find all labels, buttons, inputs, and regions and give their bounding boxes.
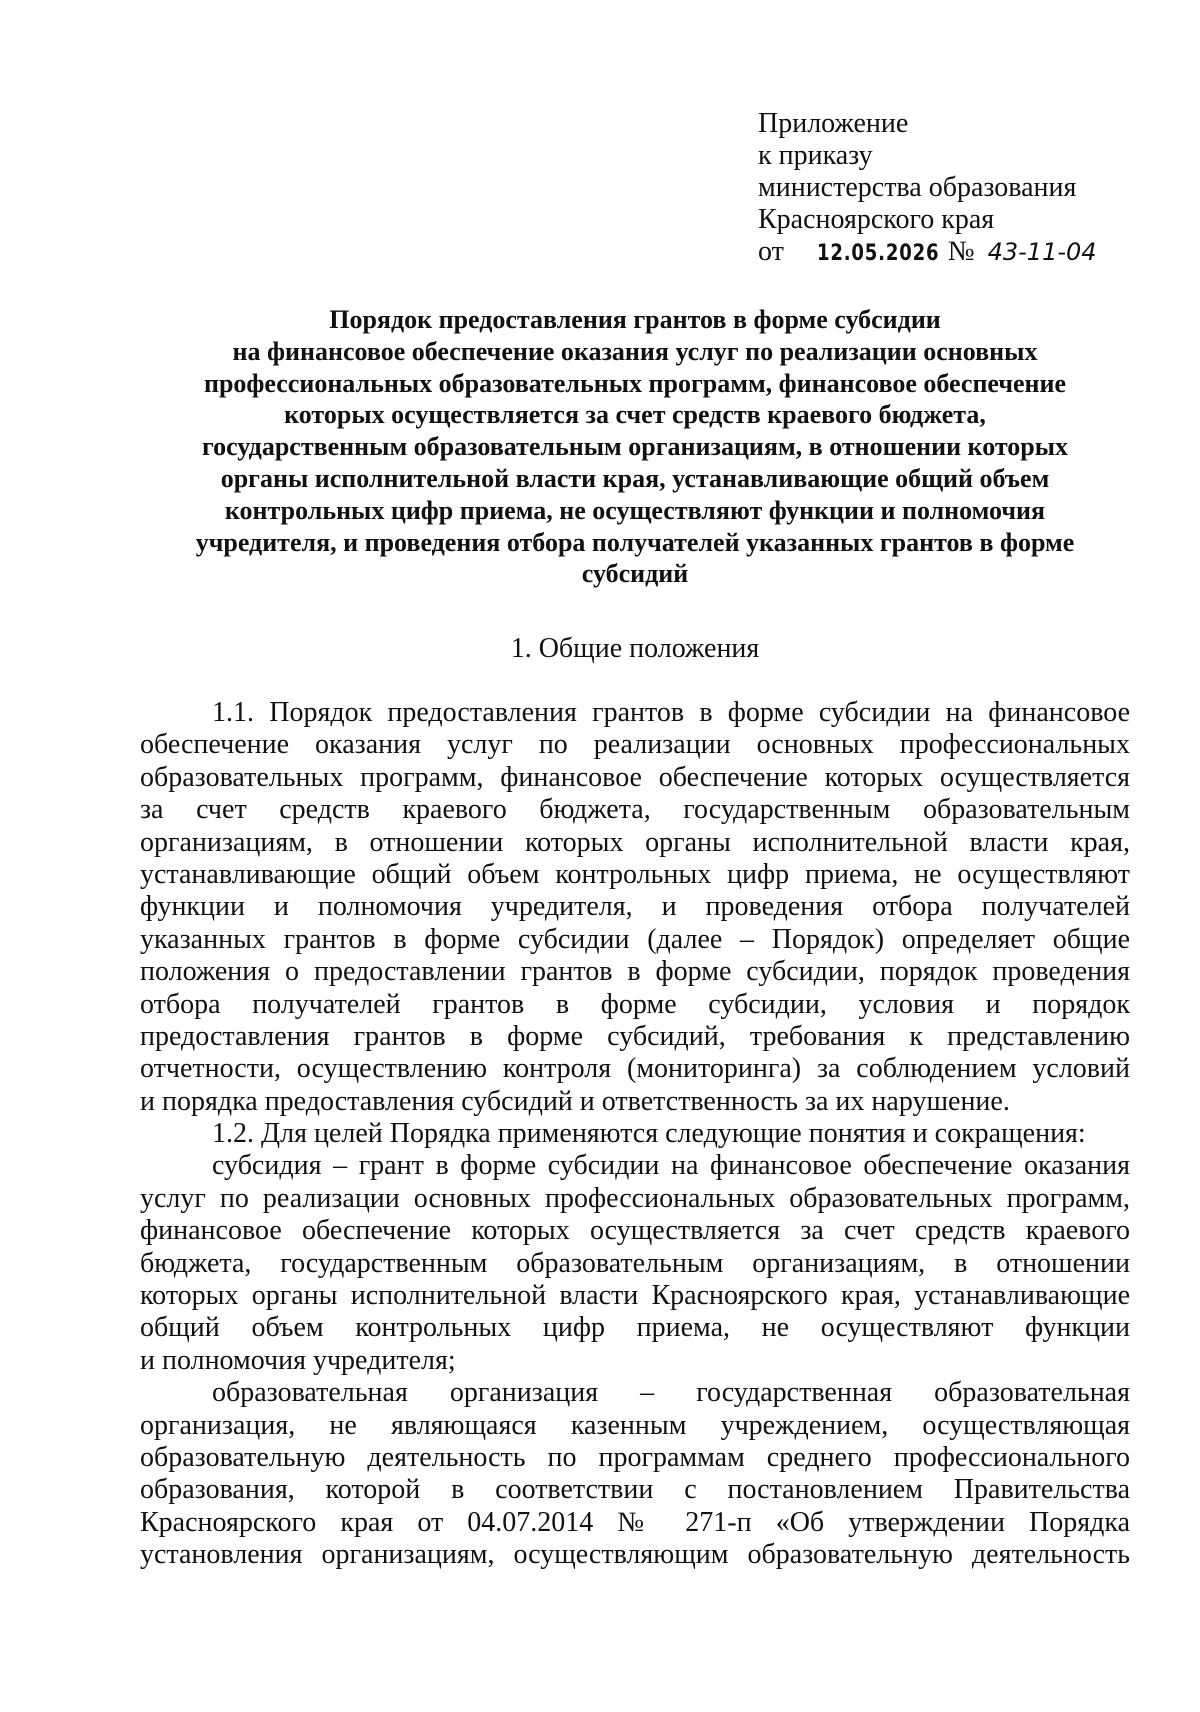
appendix-line: министерства образования: [758, 172, 1077, 203]
body-line: положения о предоставлении грантов в форме субсидии, порядок проведения: [140, 956, 1130, 988]
order-prefix: от: [758, 236, 784, 267]
body-line: Красноярского края от 04.07.2014 № 271-п «Об утверждении Порядка: [140, 1506, 1130, 1538]
body-line: 1.2. Для целей Порядка применяются следующие понятия и сокращения:: [212, 1118, 1086, 1150]
body-line: которых органы исполнительной власти Красноярского края, устанавливающие: [140, 1280, 1130, 1312]
body-line: услуг по реализации основных профессиональных образовательных программ,: [140, 1182, 1130, 1214]
body-line: организациям, в отношении которых органы исполнительной власти края,: [140, 826, 1130, 858]
body-line: указанных грантов в форме субсидии (далее – Порядок) определяет общие: [140, 923, 1130, 955]
document-title: [140, 304, 1130, 590]
title-line: учредителя, и проведения отбора получателей указанных грантов в форме: [195, 527, 1075, 557]
title-line: государственным образовательным организациям, в отношении которых: [201, 432, 1069, 462]
order-date: 12.05.2026: [816, 241, 940, 266]
body-line: образования, которой в соответствии с постановлением Правительства: [140, 1474, 1130, 1506]
body-line: образовательная организация – государственная образовательная: [212, 1377, 1130, 1409]
order-number-sign: №: [947, 236, 975, 267]
body-line: бюджета, государственным образовательным организациям, в отношении: [140, 1247, 1130, 1279]
body-line: отбора получателей грантов в форме субсидии, условия и порядок: [140, 988, 1130, 1020]
section-heading: 1. Общие положения: [510, 633, 760, 664]
title-line: субсидий: [581, 559, 689, 589]
body-line: финансовое обеспечение которых осуществляется за счет средств краевого: [140, 1215, 1130, 1247]
appendix-block: [758, 108, 1178, 270]
title-line: которых осуществляется за счет средств краевого бюджета,: [284, 400, 986, 430]
body-line: обеспечение оказания услуг по реализации основных профессиональных: [140, 729, 1130, 761]
title-line: на финансовое обеспечение оказания услуг по реализации основных: [232, 336, 1038, 366]
body-line: за счет средств краевого бюджета, государственным образовательным: [140, 794, 1130, 826]
title-line: контрольных цифр приема, не осуществляют функции и полномочия: [224, 495, 1046, 525]
appendix-line: Красноярского края: [758, 204, 995, 235]
order-reference: [758, 236, 1178, 270]
body-line: и порядка предоставления субсидий и ответственность за их нарушение.: [140, 1085, 1010, 1117]
body-line: отчетности, осуществлению контроля (мониторинга) за соблюдением условий: [140, 1053, 1130, 1085]
title-line: Порядок предоставления грантов в форме субсидии: [329, 305, 941, 334]
body-line: 1.1. Порядок предоставления грантов в форме субсидии на финансовое: [212, 697, 1130, 728]
appendix-line: к приказу: [758, 140, 873, 171]
body-line: образовательную деятельность по программам среднего профессионального: [140, 1441, 1130, 1473]
body-line: общий объем контрольных цифр приема, не осуществляют функции: [140, 1312, 1130, 1344]
body-line: предоставления грантов в форме субсидий, требования к представлению: [140, 1020, 1130, 1052]
body-line: устанавливающие общий объем контрольных цифр приема, не осуществляют: [140, 858, 1130, 890]
body-line: установления организациям, осуществляющим образовательную деятельность: [140, 1539, 1130, 1571]
body-line: функции и полномочия учредителя, и проведения отбора получателей: [140, 891, 1130, 923]
order-number: 43-11-04: [987, 238, 1097, 266]
title-line: профессиональных образовательных программ, финансовое обеспечение: [203, 368, 1067, 398]
body-line: образовательных программ, финансовое обеспечение которых осуществляется: [140, 761, 1130, 793]
body-line: организация, не являющаяся казенным учреждением, осуществляющая: [140, 1409, 1130, 1441]
body-line: и полномочия учредителя;: [140, 1344, 456, 1376]
title-line: органы исполнительной власти края, устанавливающие общий объем: [220, 463, 1050, 493]
appendix-line: Приложение: [758, 108, 909, 139]
body-line: субсидия – грант в форме субсидии на финансовое обеспечение оказания: [212, 1150, 1130, 1182]
body-text: [140, 697, 1130, 1572]
